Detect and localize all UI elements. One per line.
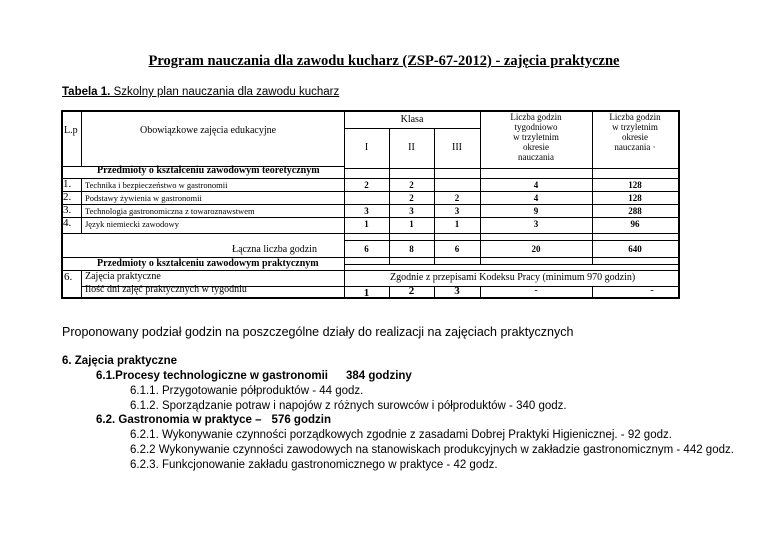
item-6-2-2: 6.2.2 Wykonywanie czynności zawodowych na stanowiskach produkcyjnych w zakładzie gastronomicznym - 442 godz. bbox=[130, 444, 734, 456]
practice-note: Zgodnie z przepisami Kodeksu Pracy (minimum 970 godzin) bbox=[390, 272, 636, 283]
practice-name: Zajęcia praktyczne bbox=[85, 271, 161, 282]
header-class-2: II bbox=[408, 142, 415, 153]
header-class-1: I bbox=[364, 142, 369, 153]
section-6-2-heading: 6.2. Gastronomia w praktyce – 576 godzin bbox=[96, 414, 331, 426]
item-6-2-1: 6.2.1. Wykonywanie czynności porządkowych zgodnie z zasadami Dobrej Praktyki Higienicznej. - 92 godz. bbox=[130, 429, 672, 441]
practice-section-label: Przedmioty o kształceniu zawodowym praktycznym bbox=[97, 258, 319, 269]
header-class-3: III bbox=[452, 142, 462, 153]
theory-section-label: Przedmioty o kształceniu zawodowym teoretycznym bbox=[97, 165, 320, 176]
section-6-1-heading: 6.1.Procesy technologiczne w gastronomii 384 godziny bbox=[96, 370, 412, 382]
item-6-2-3: 6.2.3. Funkcjonowanie zakładu gastronomicznego w praktyce - 42 godz. bbox=[130, 459, 498, 471]
section-6-heading: 6. Zajęcia praktyczne bbox=[62, 355, 178, 367]
table-caption-text: Szkolny plan nauczania dla zawodu kucharz bbox=[110, 86, 340, 98]
header-subject: Obowiązkowe zajęcia edukacyjne bbox=[140, 125, 277, 136]
item-6-1-1: 6.1.1. Przygotowanie półproduktów - 44 godz. bbox=[130, 385, 364, 397]
intro-text: Proponowany podział godzin na poszczególne działy do realizacji na zajęciach praktycznych bbox=[62, 325, 574, 339]
header-total-hours: Liczba godzin w trzyletnim okresie nauczania · bbox=[609, 112, 661, 152]
table-caption-label: Tabela 1. bbox=[62, 86, 111, 98]
header-klasa: Klasa bbox=[400, 114, 424, 125]
table-caption bbox=[62, 86, 339, 98]
item-6-1-2: 6.1.2. Sporządzanie potraw i napojów z różnych surowców i półproduktów - 340 godz. bbox=[130, 400, 567, 412]
practice-lp: 6. bbox=[64, 271, 73, 283]
page-title: Program nauczania dla zawodu kucharz (ZSP-67-2012) - zajęcia praktyczne bbox=[148, 53, 620, 69]
header-weekly-hours: Liczba godzin tygodniowo w trzyletnim okresie nauczania bbox=[510, 112, 562, 162]
header-lp: L.p bbox=[64, 125, 78, 136]
